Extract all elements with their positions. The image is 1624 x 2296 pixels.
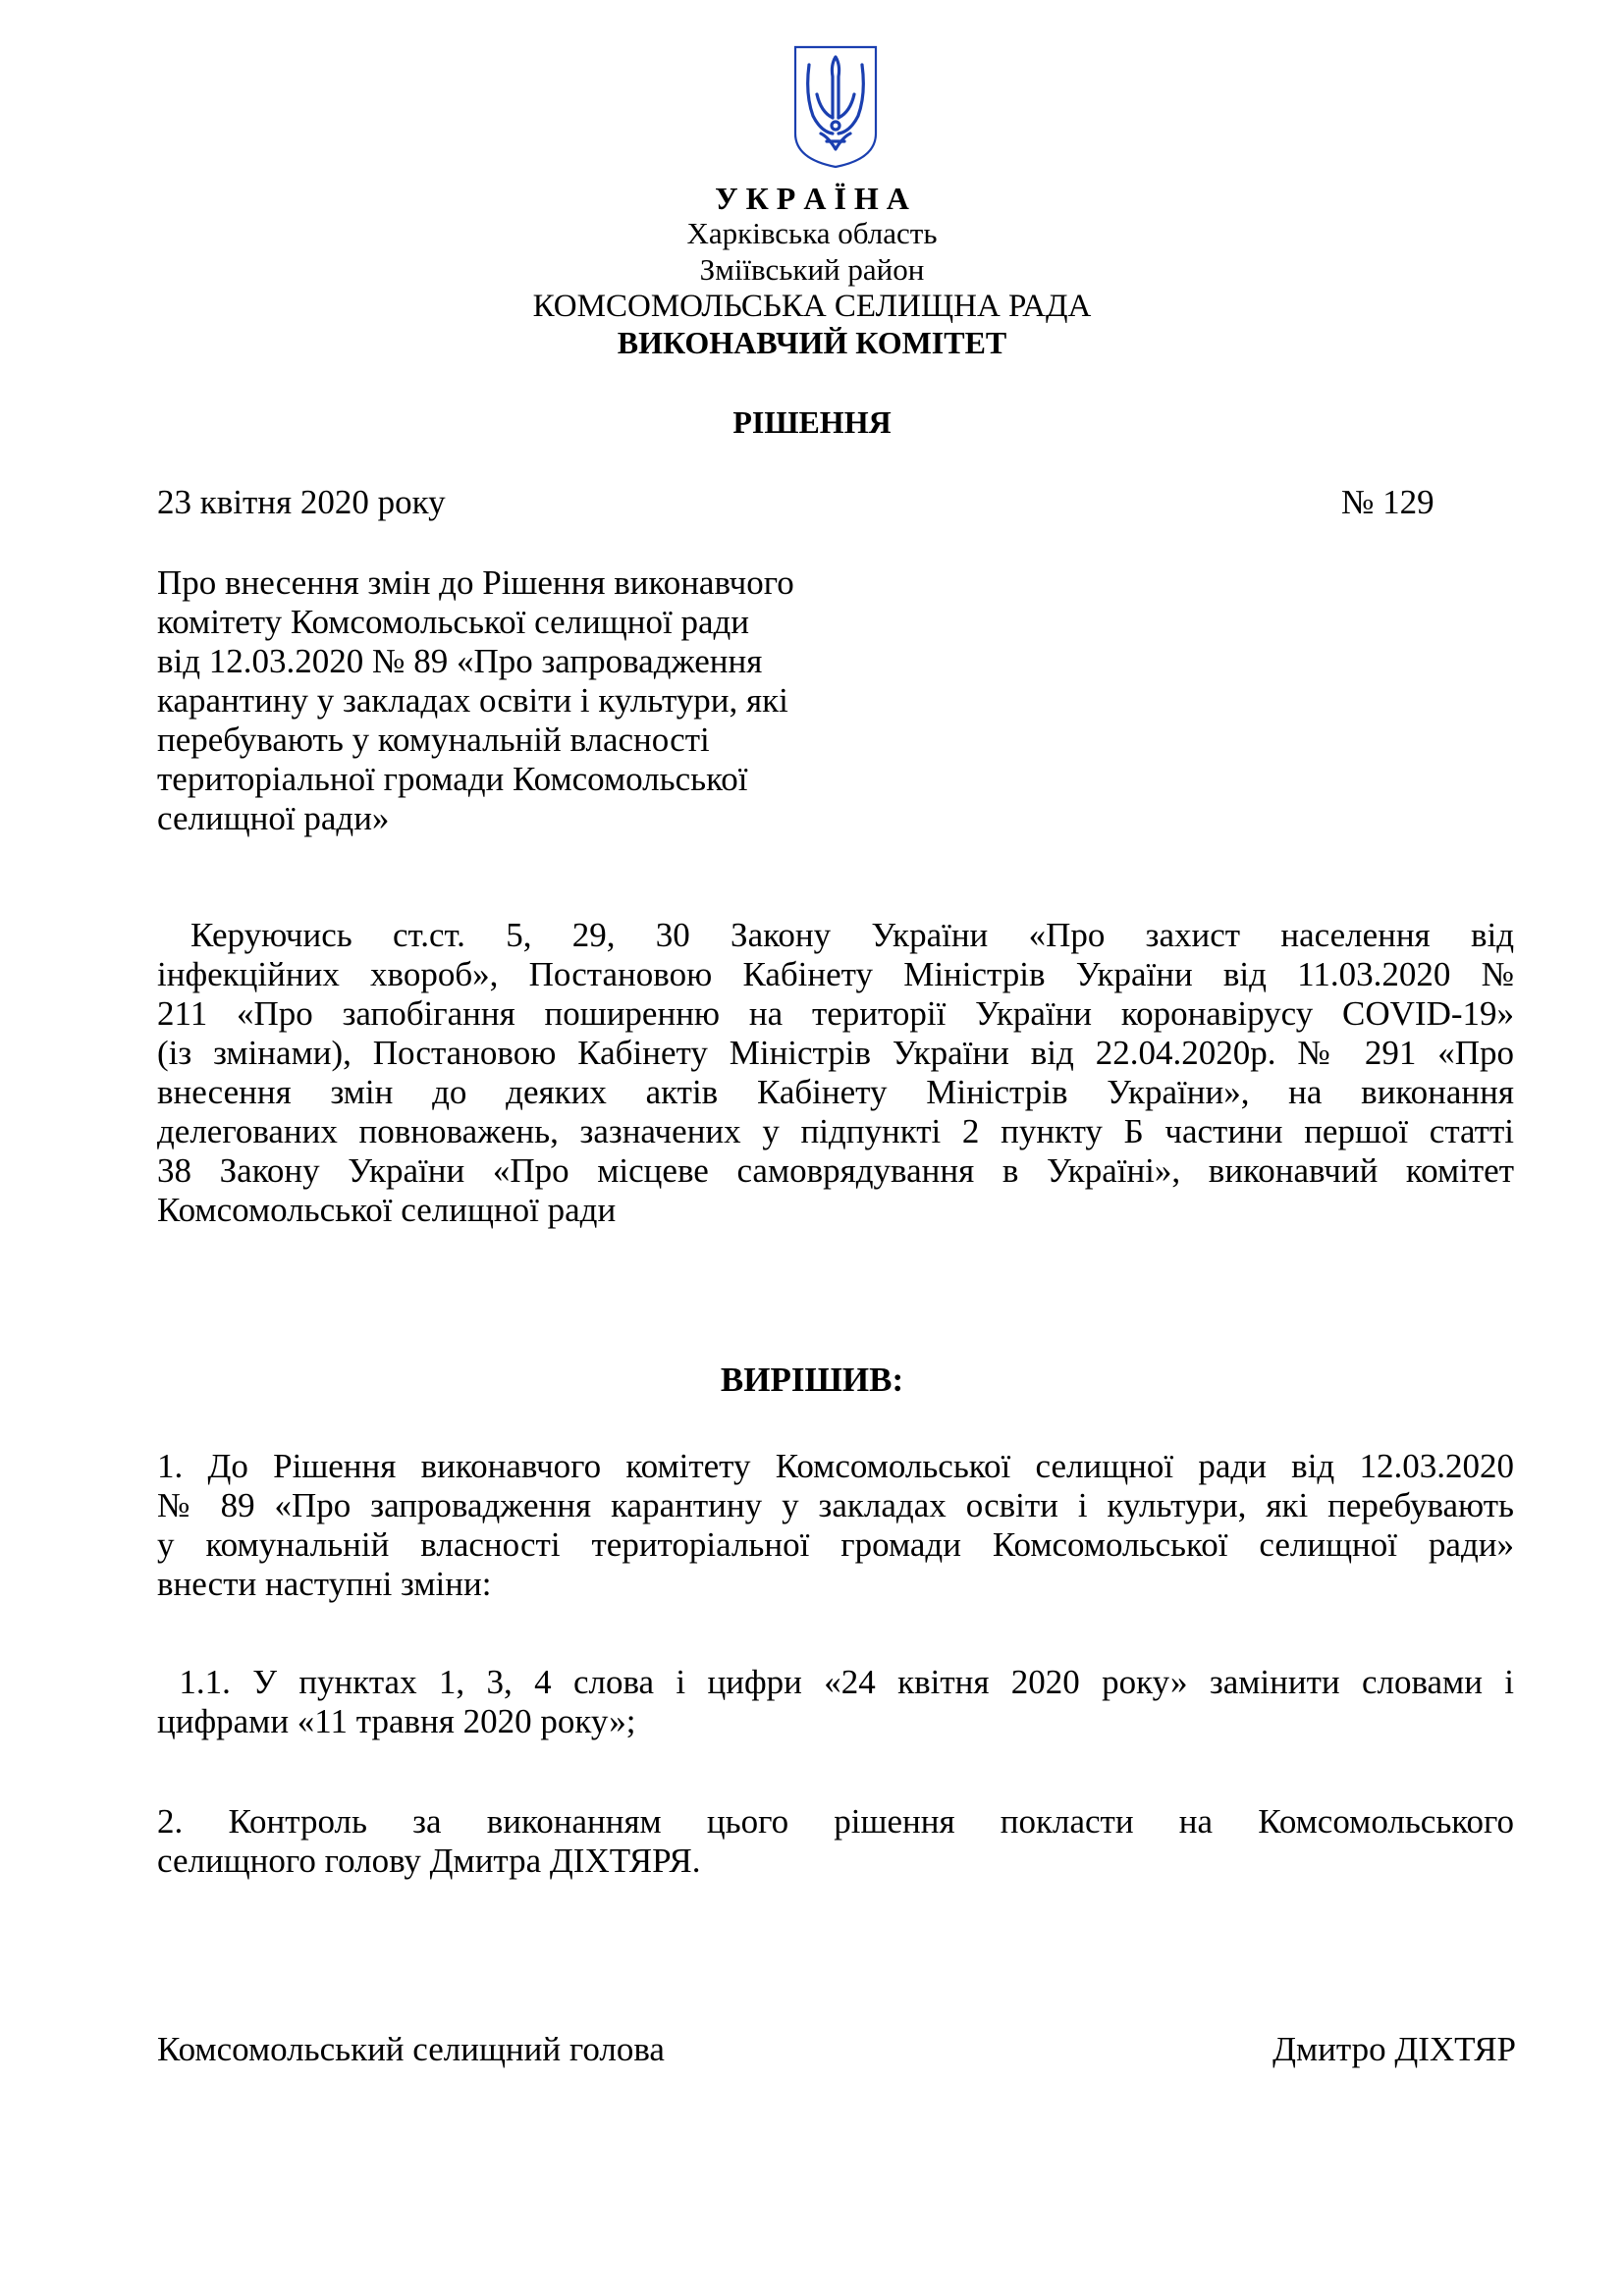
preamble-line: 211 «Про запобігання поширенню на території України коронавірусу COVID-19»: [157, 994, 1514, 1033]
preamble-line: 38 Закону України «Про місцеве самоврядування в Україні», виконавчий комітет: [157, 1151, 1514, 1190]
item-line: 1. До Рішення виконавчого комітету Комсомольської селищної ради від 12.03.2020: [157, 1447, 1514, 1485]
region-name: Харківська область: [686, 216, 938, 250]
decision-number: № 129: [1341, 483, 1435, 521]
signatory-position: Комсомольський селищний голова: [157, 2030, 665, 2068]
preamble-line: Комсомольської селищної ради: [157, 1191, 617, 1229]
item-line: цифрами «11 травня 2020 року»;: [157, 1702, 636, 1740]
subject-line: селищної ради»: [157, 799, 390, 837]
item-line: внести наступні зміни:: [157, 1565, 492, 1603]
preamble-line: інфекційних хвороб», Постановою Кабінету Міністрів України від 11.03.2020 №: [157, 955, 1514, 993]
item-line: № 89 «Про запровадження карантину у закладах освіти і культури, які перебувають: [157, 1486, 1514, 1524]
trident-coat-of-arms-icon: [791, 43, 880, 171]
district-name: Зміївський район: [699, 252, 925, 287]
resolved-heading: ВИРІШИВ:: [720, 1361, 904, 1399]
item-line: 2. Контроль за виконанням цього рішення покласти на Комсомольського: [157, 1802, 1514, 1841]
item-1-1-paragraph: [157, 1663, 1514, 1741]
council-name: КОМСОМОЛЬСЬКА СЕЛИЩНА РАДА: [532, 289, 1092, 324]
decision-subject: [157, 563, 903, 838]
subject-line: Про внесення змін до Рішення виконавчого: [157, 563, 794, 602]
subject-line: карантину у закладах освіти і культури, які: [157, 681, 788, 720]
committee-name: ВИКОНАВЧИЙ КОМІТЕТ: [617, 325, 1007, 360]
item-1-paragraph: [157, 1447, 1514, 1604]
subject-line: територіальної громади Комсомольської: [157, 760, 748, 798]
item-2-paragraph: [157, 1802, 1514, 1881]
preamble-line: Керуючись ст.ст. 5, 29, 30 Закону України «Про захист населення від: [190, 916, 1514, 954]
item-line: селищного голову Дмитра ДІХТЯРЯ.: [157, 1842, 701, 1880]
subject-line: перебувають у комунальній власності: [157, 721, 710, 759]
decision-date: 23 квітня 2020 року: [157, 483, 446, 521]
country-name: У К Р А Ї Н А: [715, 181, 909, 216]
subject-line: від 12.03.2020 № 89 «Про запровадження: [157, 642, 763, 680]
preamble-line: делегованих повноважень, зазначених у підпункті 2 пункту Б частини першої статті: [157, 1112, 1514, 1150]
subject-line: комітету Комсомольської селищної ради: [157, 603, 750, 641]
preamble-line: внесення змін до деяких актів Кабінету Міністрів України», на виконання: [157, 1073, 1514, 1111]
document-type: РІШЕННЯ: [732, 404, 892, 440]
signatory-name: Дмитро ДІХТЯР: [1272, 2030, 1516, 2068]
preamble-paragraph: [157, 916, 1514, 1230]
item-line: 1.1. У пунктах 1, 3, 4 слова і цифри «24 квітня 2020 року» замінити словами і: [157, 1663, 1514, 1701]
preamble-line: (із змінами), Постановою Кабінету Міністрів України від 22.04.2020р. № 291 «Про: [157, 1034, 1514, 1072]
item-line: у комунальній власності територіальної громади Комсомольської селищної ради»: [157, 1525, 1514, 1564]
